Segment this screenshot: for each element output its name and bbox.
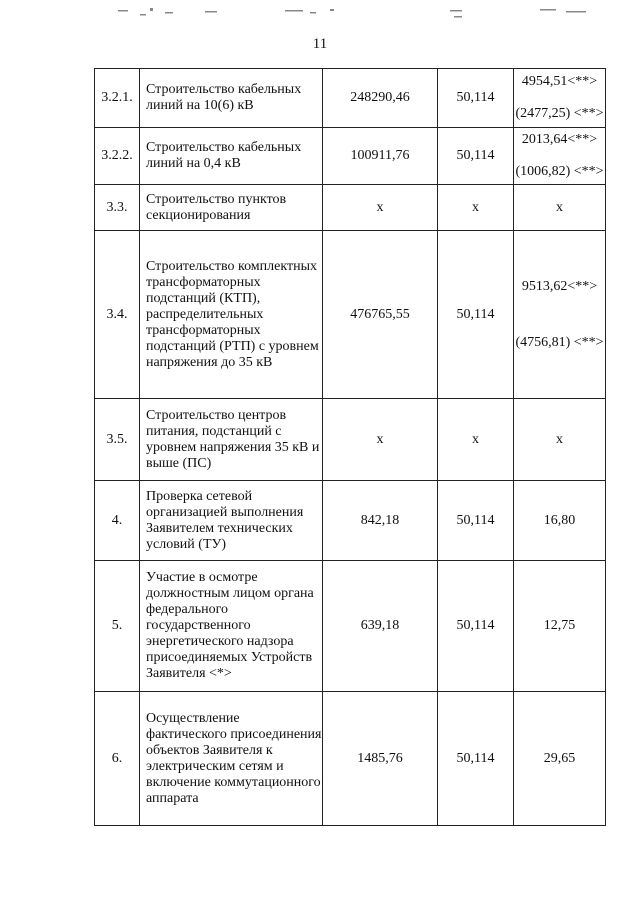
scan-artifacts [0,0,640,30]
page-number: 11 [312,36,328,52]
rate-main: 12,75 [543,618,576,633]
rate-alt: (4756,81) <**> [515,334,604,350]
row-cost: 476765,55 [323,231,438,399]
row-cost: 842,18 [323,481,438,561]
row-coefficient: 50,114 [438,692,514,826]
table-row [95,185,606,231]
row-cost: 639,18 [323,561,438,692]
rate-main: 4954,51<**> [521,74,598,89]
connection-rates-table [94,68,606,826]
row-cost: 248290,46 [323,69,438,128]
rate-main: 29,65 [543,750,576,766]
rate-main: 2013,64<**> [521,132,598,147]
rate-main: 16,80 [543,512,576,528]
row-number: 3.5. [95,399,140,481]
rate-main: х [556,199,563,215]
row-cost: х [323,399,438,481]
row-rate [514,481,606,561]
table-row [95,692,606,826]
row-number: 4. [95,481,140,561]
row-number: 6. [95,692,140,826]
row-rate [514,692,606,826]
table-row [95,561,606,692]
row-number: 3.3. [95,185,140,231]
row-coefficient: 50,114 [438,561,514,692]
rate-alt: (1006,82) <**> [515,164,604,179]
row-coefficient: 50,114 [438,128,514,185]
row-rate [514,561,606,692]
row-coefficient: х [438,399,514,481]
row-coefficient: х [438,185,514,231]
row-number: 3.2.2. [95,128,140,185]
row-rate [514,185,606,231]
row-description: Строительство пунктов секционирования [140,185,323,231]
rate-alt: (2477,25) <**> [515,106,604,121]
row-description: Строительство центров питания, подстанций с уровнем напряжения 35 кВ и выше (ПС) [140,399,323,481]
row-rate [514,69,606,128]
row-coefficient: 50,114 [438,231,514,399]
row-description: Строительство кабельных линий на 0,4 кВ [140,128,323,185]
row-description: Строительство комплектных трансформаторных подстанций (КТП), распределительных трансформаторных подстанций (РТП) с уровнем напряжения до 35 кВ [140,231,323,399]
row-rate [514,231,606,399]
row-description: Строительство кабельных линий на 10(6) кВ [140,69,323,128]
row-cost: 100911,76 [323,128,438,185]
row-description: Участие в осмотре должностным лицом органа федерального государственного энергетического надзора присоединяемых Устройств Заявителя <*> [140,561,323,692]
row-number: 5. [95,561,140,692]
rate-main: 9513,62<**> [521,278,598,294]
row-rate [514,399,606,481]
row-rate [514,128,606,185]
row-coefficient: 50,114 [438,481,514,561]
rate-main: х [556,431,563,447]
row-description: Проверка сетевой организацией выполнения Заявителем технических условий (ТУ) [140,481,323,561]
row-description: Осуществление фактического присоединения объектов Заявителя к электрическим сетям и включение коммутационного аппарата [140,692,323,826]
table-row [95,69,606,128]
row-number: 3.2.1. [95,69,140,128]
table-row [95,399,606,481]
table-row [95,231,606,399]
table-row [95,128,606,185]
row-cost: х [323,185,438,231]
table-row [95,481,606,561]
row-coefficient: 50,114 [438,69,514,128]
row-cost: 1485,76 [323,692,438,826]
row-number: 3.4. [95,231,140,399]
